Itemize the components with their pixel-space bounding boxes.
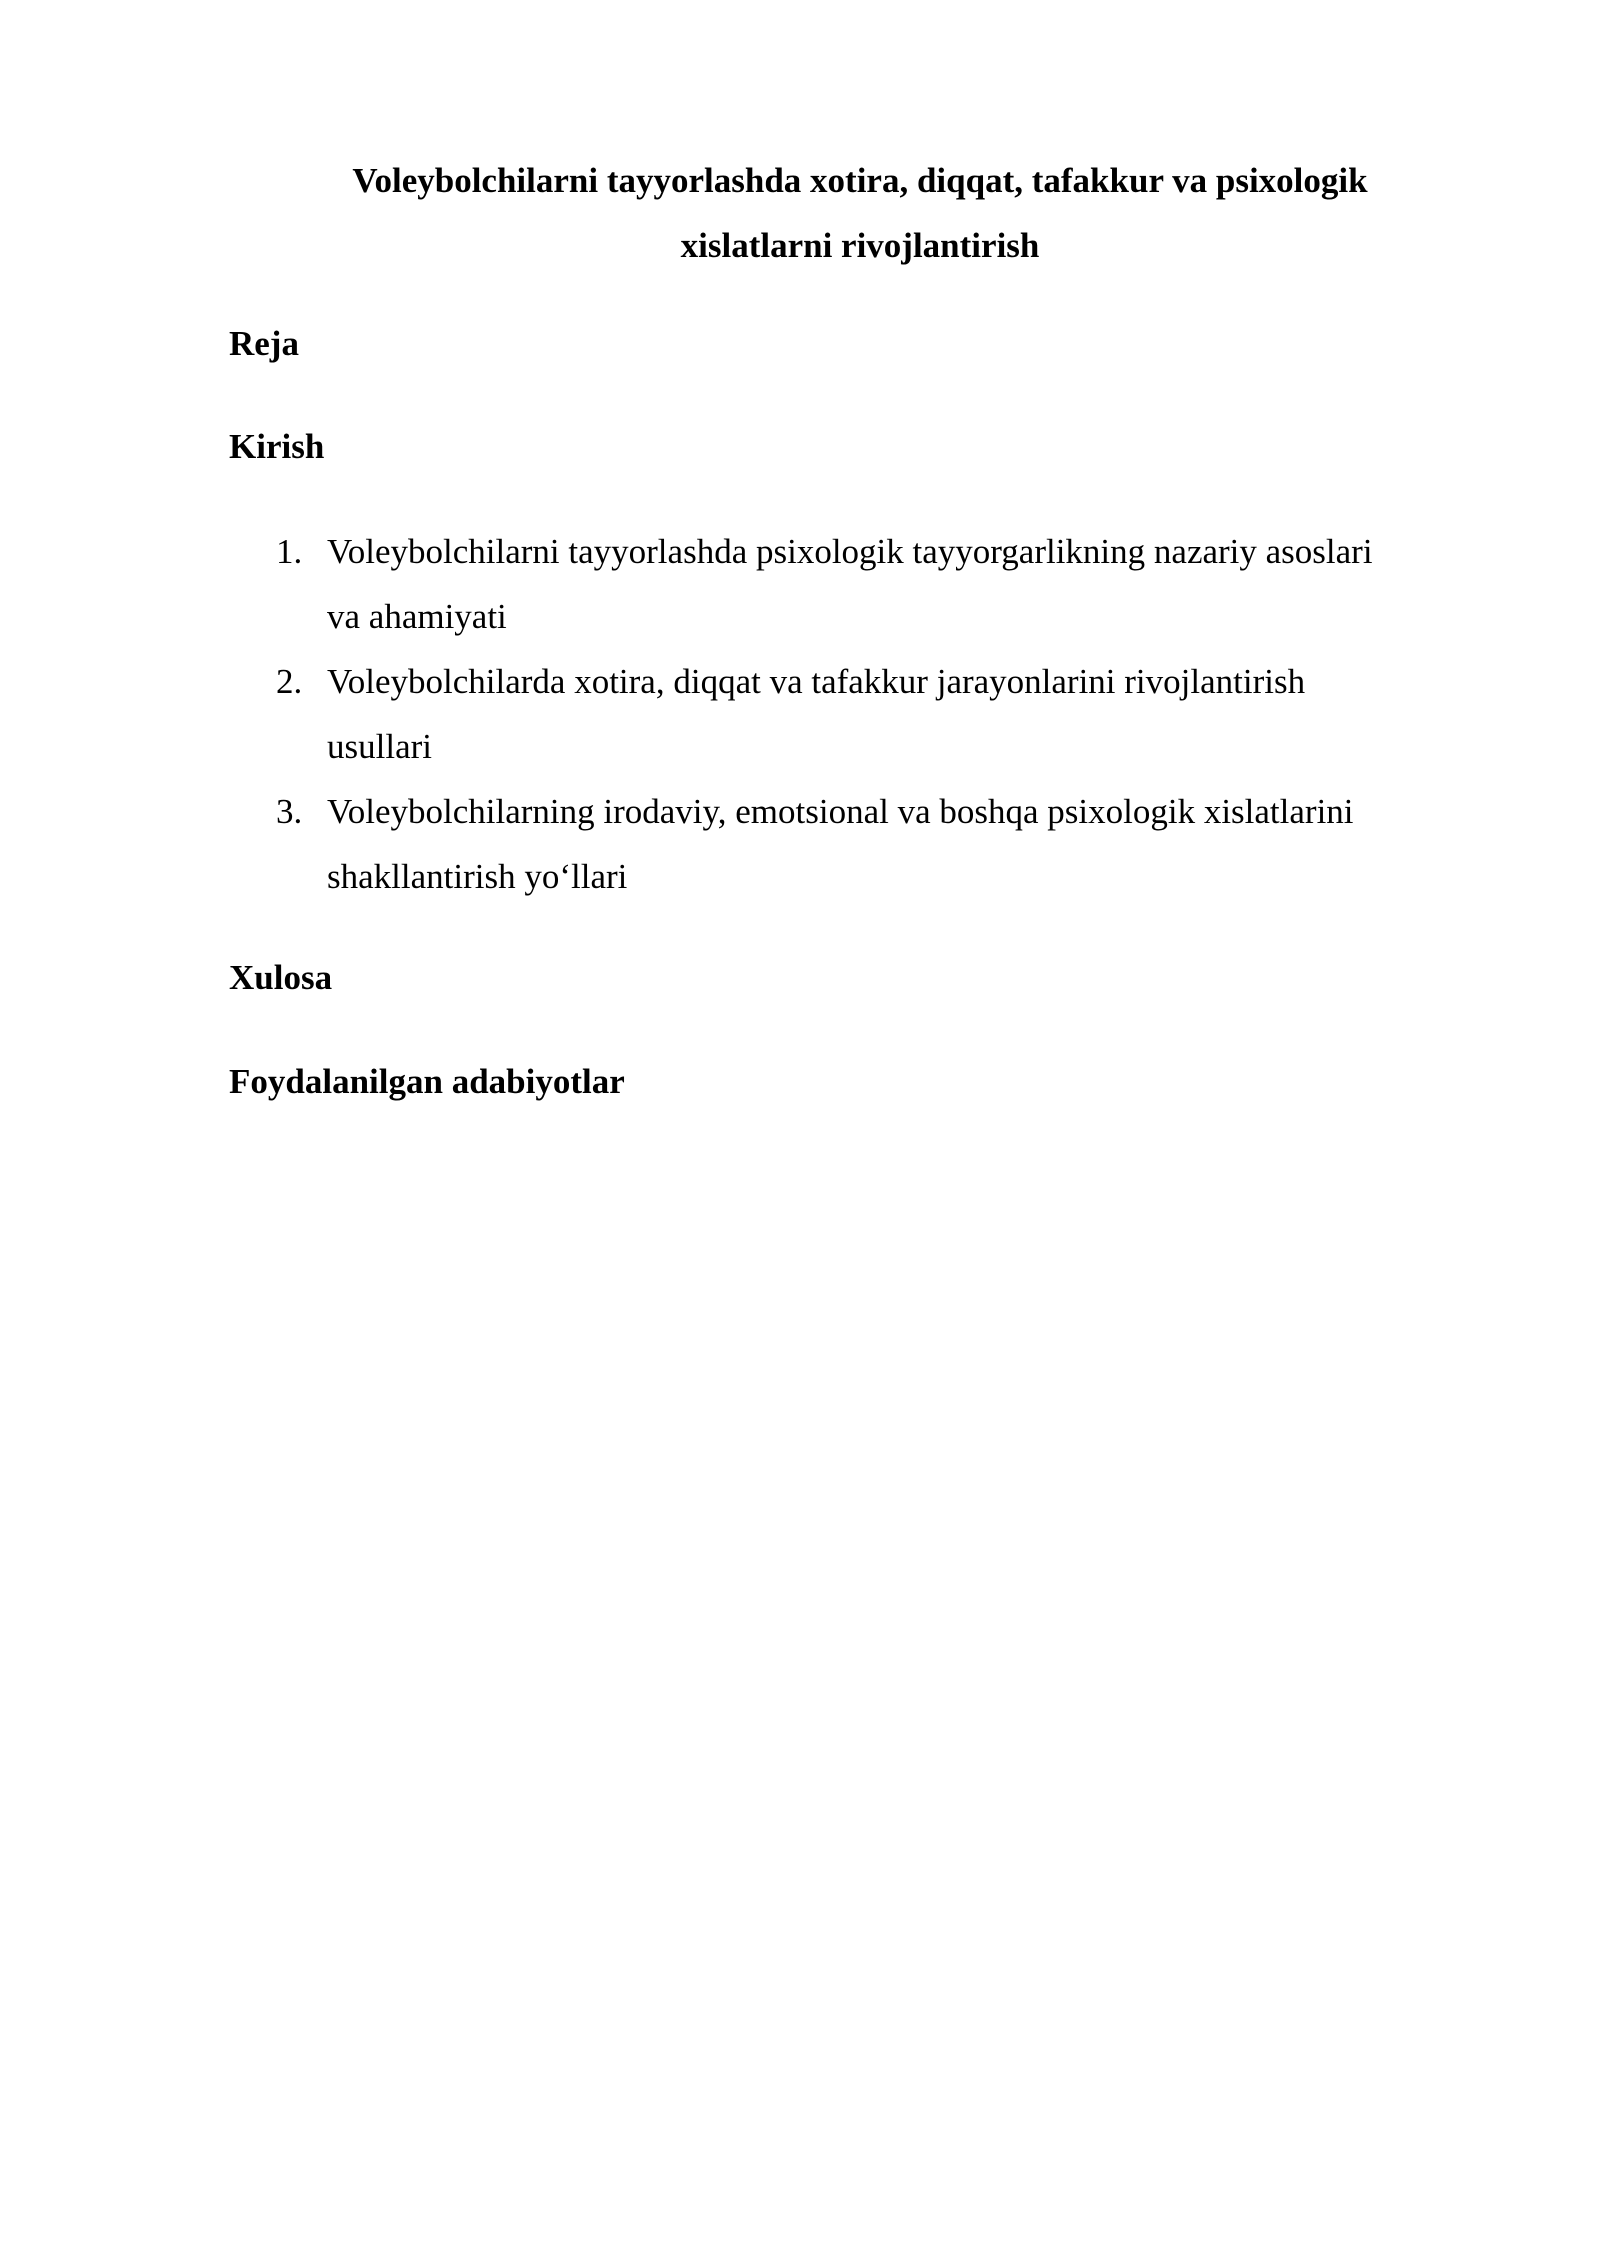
heading-kirish: Kirish	[229, 427, 325, 466]
plan-item-text-line-2: va ahamiyati	[327, 597, 507, 636]
plan-item-3	[276, 779, 1476, 909]
plan-item-text-line-1: Voleybolchilarning irodaviy, emotsional va boshqa psixologik xislatlarini	[327, 792, 1354, 831]
document-title	[200, 148, 1520, 278]
plan-list	[276, 519, 1476, 909]
plan-item-text-line-2: shakllantirish yo‘llari	[327, 857, 628, 896]
plan-item-text-line-1: Voleybolchilarni tayyorlashda psixologik tayyorgarlikning nazariy asoslari	[327, 532, 1373, 571]
title-line-1: Voleybolchilarni tayyorlashda xotira, diqqat, tafakkur va psixologik	[352, 161, 1368, 200]
title-line-2: xislatlarni rivojlantirish	[680, 226, 1040, 265]
plan-item-number: 2.	[276, 662, 303, 701]
plan-item-1	[276, 519, 1476, 649]
plan-item-text-line-1: Voleybolchilarda xotira, diqqat va tafakkur jarayonlarini rivojlantirish	[327, 662, 1306, 701]
heading-reja: Reja	[229, 324, 299, 363]
plan-item-2	[276, 649, 1476, 779]
plan-item-number: 1.	[276, 532, 303, 571]
plan-item-text-line-2: usullari	[327, 727, 432, 766]
plan-item-number: 3.	[276, 792, 303, 831]
heading-adabiyotlar: Foydalanilgan adabiyotlar	[229, 1062, 625, 1101]
heading-xulosa: Xulosa	[229, 958, 333, 997]
